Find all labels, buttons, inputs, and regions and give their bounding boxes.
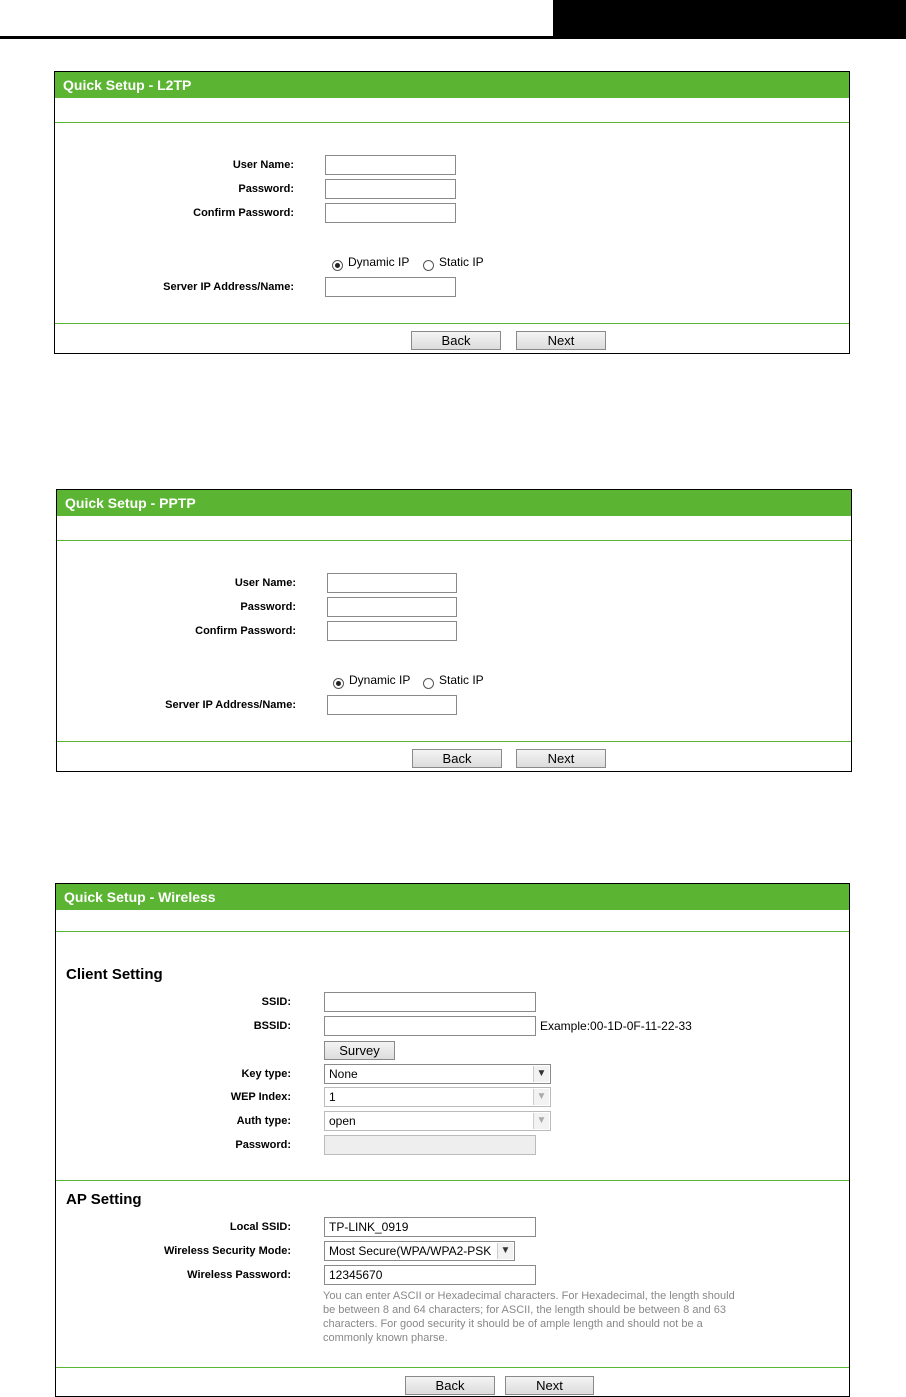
ssid-label: SSID:: [261, 996, 291, 1008]
password-input[interactable]: [327, 597, 457, 617]
server-input[interactable]: [327, 695, 457, 715]
local-ssid-input[interactable]: TP-LINK_0919: [324, 1217, 536, 1237]
l2tp-panel: [54, 71, 850, 354]
l2tp-title: Quick Setup - L2TP: [55, 72, 849, 98]
confirm-password-input[interactable]: [325, 203, 456, 223]
user-name-input[interactable]: [327, 573, 457, 593]
user-name-label: User Name:: [234, 577, 296, 589]
divider: [55, 122, 849, 123]
confirm-password-label: Confirm Password:: [193, 207, 294, 219]
dynamic-ip-label: Dynamic IP: [348, 255, 410, 269]
user-name-input[interactable]: [325, 155, 456, 175]
client-password-input[interactable]: [324, 1135, 536, 1155]
security-mode-value: Most Secure(WPA/WPA2-PSK: [329, 1244, 492, 1258]
chevron-down-icon: ▼: [533, 1113, 549, 1129]
client-password-label: Password:: [235, 1139, 291, 1151]
server-label: Server IP Address/Name:: [165, 699, 296, 711]
confirm-password-input[interactable]: [327, 621, 457, 641]
key-type-label: Key type:: [241, 1068, 291, 1080]
back-button[interactable]: Back: [412, 749, 502, 768]
auth-type-label: Auth type:: [236, 1115, 291, 1127]
user-name-label: User Name:: [232, 159, 294, 171]
static-ip-radio[interactable]: [423, 260, 434, 271]
server-input[interactable]: [325, 277, 456, 297]
header-rule: [0, 36, 553, 39]
divider: [56, 931, 849, 932]
divider: [57, 540, 851, 541]
ssid-input[interactable]: [324, 992, 536, 1012]
static-ip-label: Static IP: [439, 255, 484, 269]
static-ip-label: Static IP: [439, 673, 484, 687]
server-label: Server IP Address/Name:: [163, 281, 294, 293]
static-ip-radio[interactable]: [423, 678, 434, 689]
header-block: [553, 0, 906, 39]
next-button[interactable]: Next: [505, 1376, 594, 1395]
security-mode-select[interactable]: [324, 1241, 515, 1261]
auth-type-select[interactable]: [324, 1111, 551, 1131]
confirm-password-label: Confirm Password:: [195, 625, 296, 637]
key-type-value: None: [329, 1067, 358, 1081]
chevron-down-icon: ▼: [497, 1243, 513, 1259]
key-type-select[interactable]: [324, 1064, 551, 1084]
client-setting-heading: Client Setting: [66, 966, 163, 983]
pptp-title: Quick Setup - PPTP: [57, 490, 851, 516]
local-ssid-label: Local SSID:: [229, 1221, 291, 1233]
security-mode-label: Wireless Security Mode:: [163, 1245, 291, 1257]
wep-index-value: 1: [329, 1090, 336, 1104]
wep-index-select[interactable]: [324, 1087, 551, 1107]
ap-setting-heading: AP Setting: [66, 1191, 142, 1208]
chevron-down-icon: ▼: [533, 1089, 549, 1105]
password-label: Password:: [238, 183, 294, 195]
password-hint: You can enter ASCII or Hexadecimal characters. For Hexadecimal, the length should be between 8 and 64 characters; for ASCII, the length should be between 8 and 63 characters. For good security it should be of ample length and should not be a commonly known pharse.: [323, 1290, 735, 1344]
chevron-down-icon: ▼: [533, 1066, 549, 1082]
next-button[interactable]: Next: [516, 331, 606, 350]
back-button[interactable]: Back: [405, 1376, 495, 1395]
divider: [56, 1367, 849, 1368]
next-button[interactable]: Next: [516, 749, 606, 768]
divider: [55, 323, 849, 324]
dynamic-ip-label: Dynamic IP: [349, 673, 411, 687]
password-input[interactable]: [325, 179, 456, 199]
bssid-input[interactable]: [324, 1016, 536, 1036]
wep-index-label: WEP Index:: [230, 1091, 291, 1103]
dynamic-ip-radio[interactable]: [332, 260, 343, 271]
bssid-example: Example:00-1D-0F-11-22-33: [540, 1019, 692, 1033]
auth-type-value: open: [329, 1114, 356, 1128]
password-label: Password:: [240, 601, 296, 613]
pptp-panel: [56, 489, 852, 772]
wireless-password-input[interactable]: 12345670: [324, 1265, 536, 1285]
back-button[interactable]: Back: [411, 331, 501, 350]
bssid-label: BSSID:: [253, 1020, 291, 1032]
survey-button[interactable]: Survey: [324, 1041, 395, 1060]
wireless-title: Quick Setup - Wireless: [56, 884, 849, 910]
dynamic-ip-radio[interactable]: [333, 678, 344, 689]
wireless-panel: [55, 883, 850, 1397]
divider: [57, 741, 851, 742]
wireless-password-label: Wireless Password:: [187, 1269, 291, 1281]
divider: [56, 1180, 849, 1181]
